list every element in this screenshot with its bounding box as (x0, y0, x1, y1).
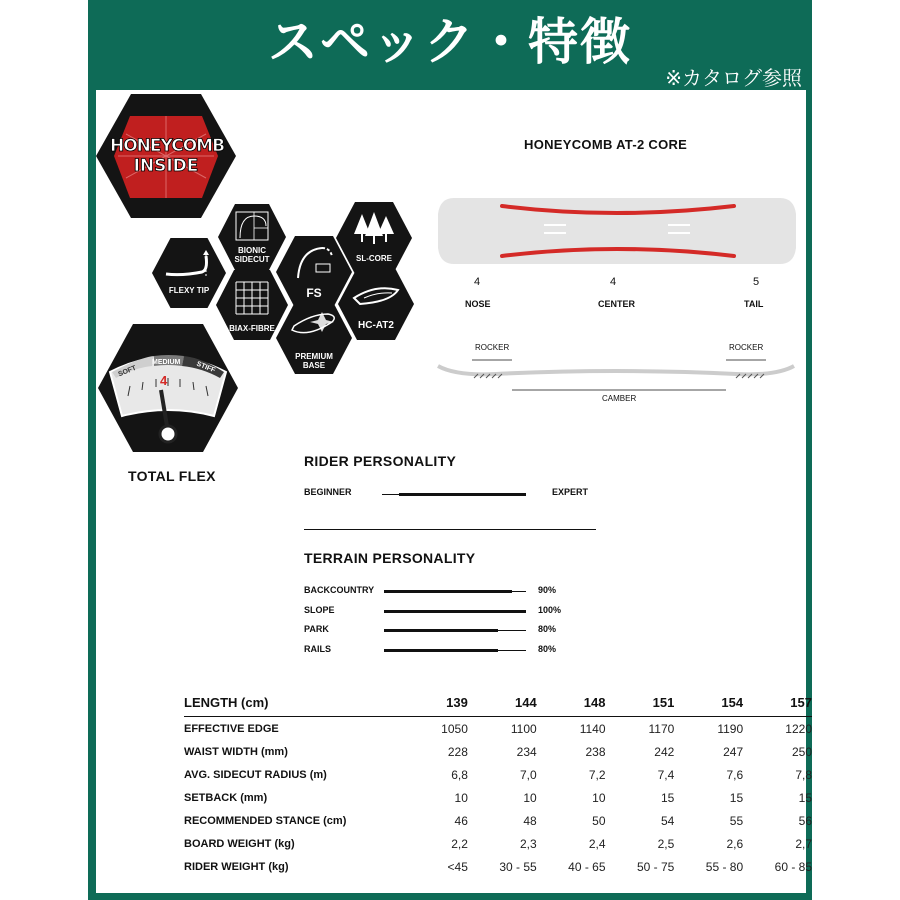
catalog-note: ※カタログ参照 (665, 66, 802, 90)
spec-row (184, 786, 812, 809)
spec-cell: 2,6 (726, 836, 744, 851)
spec-cell: 2,5 (657, 836, 675, 851)
spec-cell: 1100 (510, 721, 537, 736)
spec-cell: 10 (523, 790, 537, 805)
spec-row-label: WAIST WIDTH (mm) (184, 745, 288, 758)
spec-cell: 238 (585, 744, 606, 759)
spec-cell: 6,8 (451, 767, 468, 782)
total-flex-caption: TOTAL FLEX (128, 468, 216, 484)
flex-gauge (98, 324, 238, 452)
spec-cell: 247 (723, 744, 744, 759)
rocker-left-label: ROCKER (475, 343, 510, 352)
terrain-personality-title: TERRAIN PERSONALITY (304, 550, 476, 566)
tail-label: TAIL (744, 299, 764, 309)
spec-row (184, 740, 812, 763)
golden-spiral-icon (232, 210, 272, 244)
flex-value: 4 (160, 373, 168, 388)
flex-soft-label: SOFT (117, 364, 138, 379)
spec-row (184, 809, 812, 832)
spec-cell: 242 (654, 744, 675, 759)
flex-stiff-label: STIFF (195, 360, 217, 375)
spec-cell: 46 (454, 813, 468, 828)
biax-fibre-label: BIAX-FIBRE (229, 324, 275, 333)
premium-base-icon (288, 308, 340, 342)
section-divider (304, 529, 596, 530)
spec-header-row (184, 688, 812, 717)
spec-cell: 7,0 (520, 767, 537, 782)
spec-cell: 1140 (579, 721, 606, 736)
biax-fibre-icon (232, 278, 272, 318)
rider-range-bar (399, 493, 526, 496)
rider-beginner-label: BEGINNER (304, 487, 352, 497)
spec-cell: 7,2 (588, 767, 606, 782)
length-151: 151 (606, 688, 675, 717)
sl-core-label: SL-CORE (356, 254, 392, 263)
length-header: LENGTH (cm) (184, 688, 399, 717)
spec-cell: 2,2 (451, 836, 468, 851)
board-core-illustration (436, 194, 798, 268)
spec-cell: 40 - 65 (568, 859, 606, 874)
flexy-tip-label: FLEXY TIP (168, 286, 210, 295)
spec-cell: 10 (454, 790, 468, 805)
spec-cell: 228 (447, 744, 468, 759)
spec-cell: 250 (791, 744, 812, 759)
spec-cell: 48 (523, 813, 537, 828)
tail-value: 5 (753, 276, 760, 288)
center-label: CENTER (598, 299, 636, 309)
spec-cell: 50 (592, 813, 606, 828)
nose-value: 4 (474, 276, 481, 288)
honeycomb-label-2: INSIDE (133, 156, 199, 176)
spec-cell: 2,4 (588, 836, 606, 851)
camber-label: CAMBER (602, 394, 637, 403)
page-title: スペック・特徴 (268, 13, 632, 71)
spec-cell: 50 - 75 (636, 859, 675, 874)
spec-cell: 55 (729, 813, 744, 828)
spec-table (184, 688, 812, 878)
spec-cell: 15 (798, 790, 812, 805)
length-154: 154 (674, 688, 743, 717)
terrain-bar (384, 649, 498, 652)
length-144: 144 (468, 688, 537, 717)
premium-base-label: PREMIUM BASE (295, 352, 333, 370)
terrain-percent: 100% (538, 604, 562, 615)
spec-row-label: EFFECTIVE EDGE (184, 722, 279, 735)
hc-at2-icon (350, 278, 402, 308)
flexy-tip-icon (162, 246, 216, 282)
terrain-bar (384, 629, 498, 632)
length-157: 157 (743, 688, 812, 717)
spec-row (184, 832, 812, 855)
spec-cell: 60 - 85 (774, 859, 812, 874)
spec-row-label: SETBACK (mm) (184, 791, 268, 804)
spec-cell: 56 (798, 813, 812, 828)
center-value: 4 (610, 276, 617, 288)
spec-cell: 234 (516, 744, 537, 759)
spec-row-label: AVG. SIDECUT RADIUS (m) (184, 768, 327, 781)
spec-cell: 1170 (648, 721, 675, 736)
spec-cell: 7,8 (795, 767, 812, 782)
spec-cell: 2,7 (795, 836, 812, 851)
terrain-bar (384, 610, 526, 613)
content-panel (96, 90, 812, 893)
rocker-right-label: ROCKER (729, 343, 764, 352)
spec-cell: 30 - 55 (499, 859, 537, 874)
bionic-sidecut-label: BIONIC SIDECUT (234, 246, 270, 264)
spec-cell: 1190 (717, 721, 744, 736)
fs-label: FS (306, 286, 322, 300)
terrain-percent: 90% (538, 585, 557, 595)
length-148: 148 (537, 688, 606, 717)
rider-expert-label: EXPERT (552, 487, 589, 497)
spec-row-label: RECOMMENDED STANCE (cm) (184, 814, 347, 827)
spec-cell: 1220 (785, 721, 812, 736)
spec-cell: 15 (660, 790, 675, 805)
spec-cell: 10 (592, 790, 606, 805)
spec-cell: 2,3 (520, 836, 537, 851)
trees-icon (352, 210, 396, 248)
spec-cell: 7,6 (726, 767, 744, 782)
terrain-label: BACKCOUNTRY (304, 585, 375, 595)
terrain-bar (384, 590, 512, 593)
terrain-label: SLOPE (304, 604, 335, 615)
honeycomb-label-1: HONEYCOMB (110, 136, 225, 156)
terrain-percent: 80% (538, 624, 557, 634)
hc-at2-label: HC-AT2 (358, 320, 394, 331)
spec-cell: 1050 (441, 721, 468, 736)
length-139: 139 (399, 688, 468, 717)
spec-cell: 55 - 80 (705, 859, 744, 874)
spec-row (184, 717, 812, 741)
terrain-label: PARK (304, 624, 329, 634)
core-title: HONEYCOMB AT-2 CORE (524, 137, 688, 152)
flex-medium-label: MEDIUM (152, 359, 181, 366)
fs-icon (292, 242, 336, 282)
terrain-label: RAILS (304, 643, 331, 654)
spec-cell: <45 (447, 859, 468, 874)
nose-label: NOSE (465, 299, 491, 309)
spec-row-label: BOARD WEIGHT (kg) (184, 837, 295, 850)
spec-cell: 54 (660, 813, 675, 828)
spec-cell: 7,4 (657, 767, 675, 782)
rider-personality-title: RIDER PERSONALITY (304, 453, 457, 469)
spec-row-label: RIDER WEIGHT (kg) (184, 860, 289, 873)
terrain-percent: 80% (538, 643, 557, 654)
spec-cell: 15 (729, 790, 744, 805)
spec-row (184, 763, 812, 786)
spec-row (184, 855, 812, 878)
